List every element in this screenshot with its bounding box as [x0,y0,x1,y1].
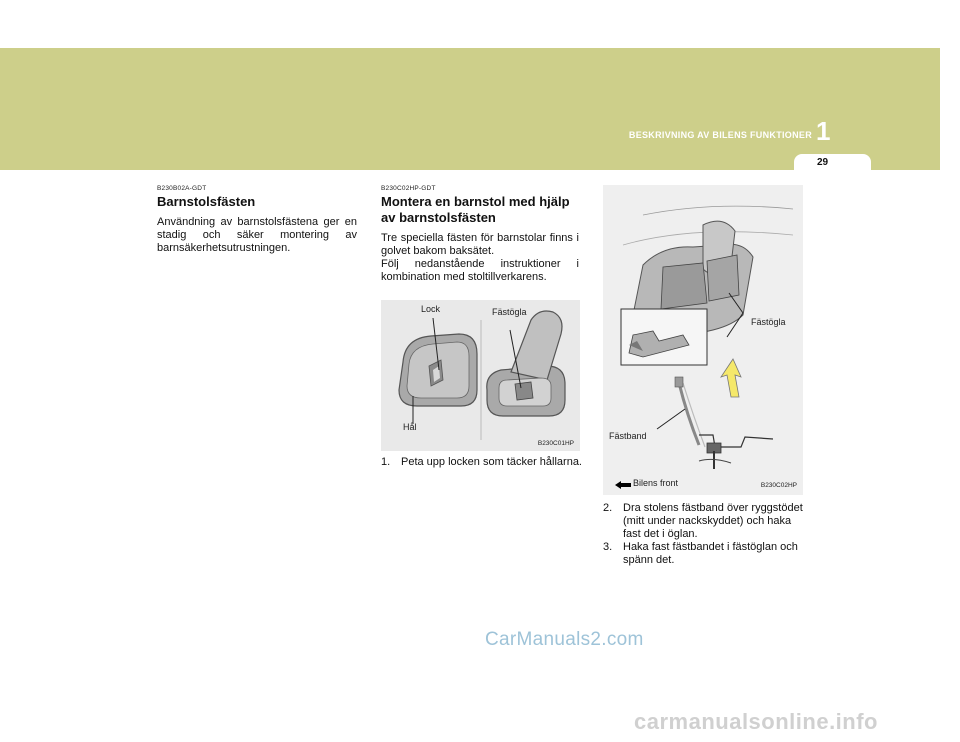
step-number: 2. [603,502,613,514]
header-band [0,48,940,170]
figure-tether-mounting [603,185,803,495]
label-anchor-loop: Fästögla [751,317,786,327]
label-vehicle-front: Bilens front [633,478,679,488]
section-body-1: Tre speciella fästen för barnstolar finns i golvet bakom baksätet. [381,232,579,257]
label-hole: Hål [403,422,417,432]
chapter-title: BESKRIVNING AV BILENS FUNKTIONER [628,130,812,140]
watermark-carmanualsonline: carmanualsonline.info [634,709,878,734]
step-number: 3. [603,541,613,553]
label-lock: Lock [421,304,441,314]
section-body: Användning av barnstolsfästena ger en stadig och säker montering av barnsäkerhetsutrustningen. [157,216,357,254]
step-number: 1. [381,456,391,468]
figure-code: B230C02HP [760,482,797,489]
figure-code: B230C01HP [537,440,574,447]
step-1 [381,456,583,469]
watermark-carmanuals2: CarManuals2.com [485,629,644,650]
section-heading: Barnstolsfästen [157,194,256,209]
step-text: Peta upp locken som täcker hållarna. [401,456,582,468]
step-text: Haka fast fästbandet i fästöglan och spänn det. [623,541,798,566]
section-mounting-child-seat [381,185,579,284]
label-tether-strap: Fästband [609,431,647,441]
seat-tether-illustration [603,185,803,495]
figure-anchor-covers [381,300,580,451]
steps-list [603,502,805,567]
page-number: 29 [816,157,829,168]
section-child-seat-anchors [157,185,357,255]
section-body-2: Följ nedanstående instruktioner i kombination med stoltillverkarens. [381,258,579,283]
chapter-number: 1 [816,116,831,146]
section-heading: Montera en barnstol med hjälp av barnstolsfästen [381,194,570,225]
label-anchor-loop: Fästögla [492,307,527,317]
step-text: Dra stolens fästband över ryggstödet (mitt under nackskyddet) och haka fast det i öglan. [623,502,803,540]
section-code: B230C02HP-GDT [381,185,436,192]
section-code: B230B02A-GDT [157,185,207,192]
